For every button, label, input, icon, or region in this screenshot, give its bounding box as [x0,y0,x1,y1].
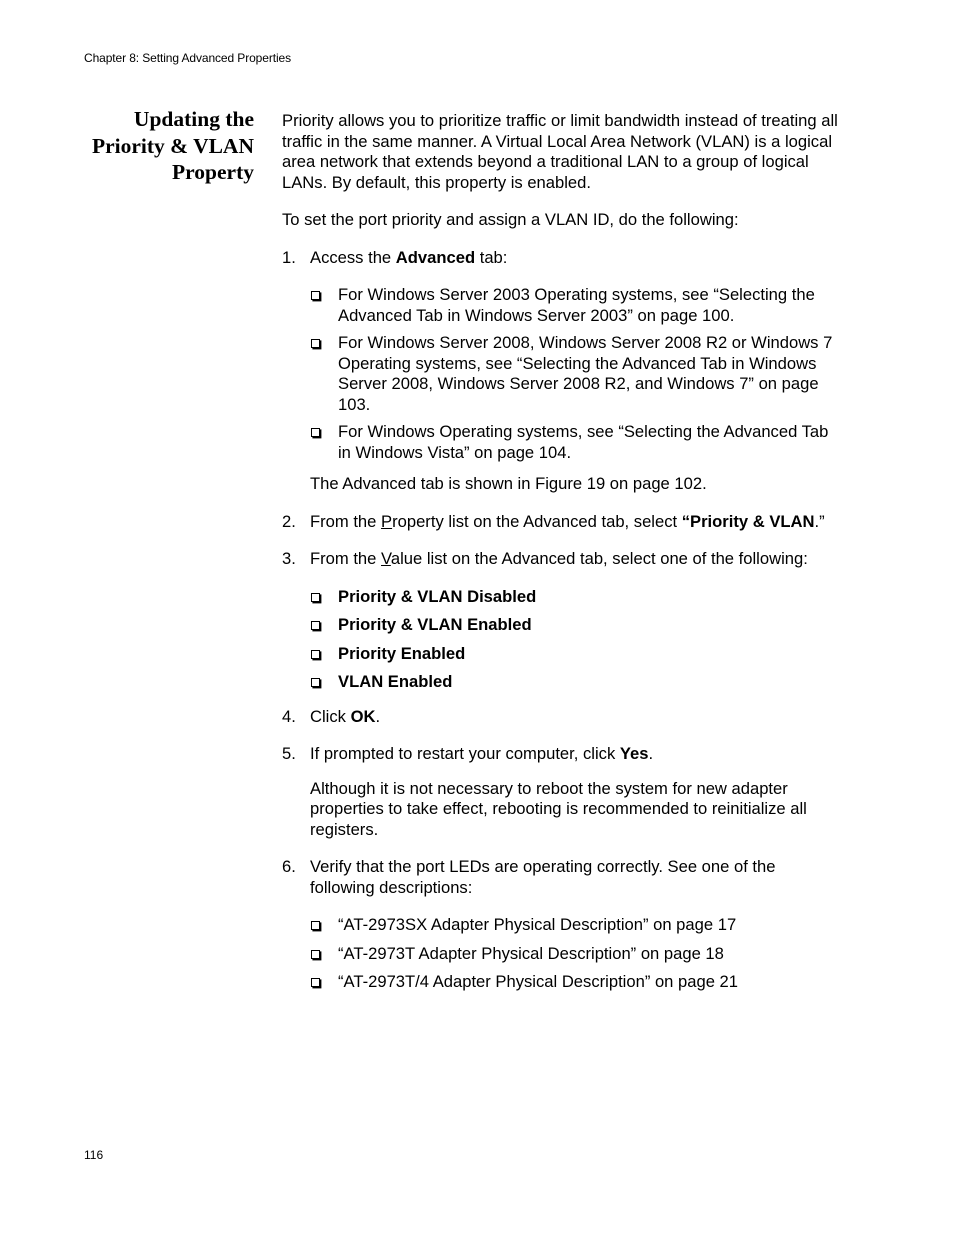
list-item [310,615,842,636]
checkbox-bullet-icon [311,950,320,959]
value-option: Priority Enabled [338,643,466,663]
step-text: . [648,744,654,763]
checkbox-bullet-icon [311,428,320,437]
step-number: 1. [282,247,296,267]
procedure-lead: To set the port priority and assign a VLAN ID, do the following: [282,210,739,229]
step-text: .” [814,511,825,531]
step-text: Access the [310,247,396,267]
ui-term-advanced: Advanced [395,247,476,267]
step-1-note: The Advanced tab is shown in Figure 19 on page 102. [310,474,707,493]
checkbox-bullet-icon [311,650,320,659]
section-heading-line-3: Property [172,160,254,184]
step-text: From the [310,511,382,531]
step-4 [282,707,842,728]
checkbox-bullet-icon [311,921,320,930]
step-text: roperty list on the Advanced tab, select [392,511,682,531]
step-6-sublist [310,915,842,993]
accelerator-key: P [381,511,393,531]
section-heading-line-2: Priority & VLAN [91,133,254,158]
step-5 [282,744,842,765]
step-text: alue list on the Advanced tab, select one of the following: [390,549,808,568]
checkbox-bullet-icon [311,593,320,602]
step-number: 6. [282,857,296,876]
step-number: 2. [282,511,296,531]
step-5-note: Although it is not necessary to reboot the system for new adapter properties to take effect, rebooting is recommended to reinitialize all registers. [310,778,807,839]
list-item [310,944,842,965]
checkbox-bullet-icon [311,339,320,348]
list-item-text: For Windows Operating systems, see “Selecting the Advanced Tab in Windows Vista” on page 104. [338,422,829,462]
step-number: 4. [282,706,296,726]
step-text: Click [310,706,351,726]
checkbox-bullet-icon [311,978,320,987]
list-item-text: For Windows Server 2008, Windows Server 2008 R2 or Windows 7 Operating systems, see “Selecting the Advanced Tab in Windows Server 2008, Windows Server 2008 R2, and Windows 7” on page 103. [338,333,833,414]
page-number: 116 [84,1148,104,1162]
value-option: Priority & VLAN Disabled [338,586,537,606]
step-3-sublist [310,587,842,693]
accelerator-key: V [381,549,391,568]
list-item-text: For Windows Server 2003 Operating systems, see “Selecting the Advanced Tab in Windows Server 2003” on page 100. [338,285,815,325]
list-item [310,422,842,463]
step-number: 3. [282,549,296,568]
step-text: . [375,706,381,726]
step-1-sublist [310,285,842,463]
running-header: Chapter 8: Setting Advanced Properties [84,51,291,65]
checkbox-bullet-icon [311,291,320,300]
step-text: Verify that the port LEDs are operating correctly. See one of the following descriptions: [310,857,776,897]
list-item [310,333,842,415]
ui-term-ok: OK [350,706,376,726]
cross-reference: “AT-2973T Adapter Physical Description” on page 18 [338,943,724,963]
list-item [310,915,842,936]
list-item [310,285,842,326]
step-text: From the [310,549,382,568]
step-text: If prompted to restart your computer, click [310,744,620,763]
value-option: VLAN Enabled [338,672,453,691]
section-heading-line-1: Updating the [133,107,254,131]
value-option: Priority & VLAN Enabled [338,615,532,634]
ui-term-yes: Yes [619,744,649,763]
step-6 [282,857,842,898]
list-item [310,972,842,993]
ui-term-priority-vlan: “Priority & VLAN [681,511,815,531]
list-item [310,672,842,693]
cross-reference: “AT-2973T/4 Adapter Physical Description” on page 21 [338,972,739,991]
step-1 [282,248,842,269]
cross-reference: “AT-2973SX Adapter Physical Description” on page 17 [338,915,737,934]
section-heading [60,106,254,186]
checkbox-bullet-icon [311,621,320,630]
step-text: tab: [475,247,508,267]
checkbox-bullet-icon [311,678,320,687]
intro-paragraph: Priority allows you to prioritize traffic or limit bandwidth instead of treating all traffic in the same manner. A Virtual Local Area Network (VLAN) is a logical area network that extends beyond a traditional LAN to a group of logical LANs. By default, this property is enabled. [282,111,838,192]
section-body [282,111,842,1007]
list-item [310,587,842,608]
step-2 [282,512,842,533]
list-item [310,644,842,665]
step-3 [282,549,842,570]
step-number: 5. [282,744,296,763]
